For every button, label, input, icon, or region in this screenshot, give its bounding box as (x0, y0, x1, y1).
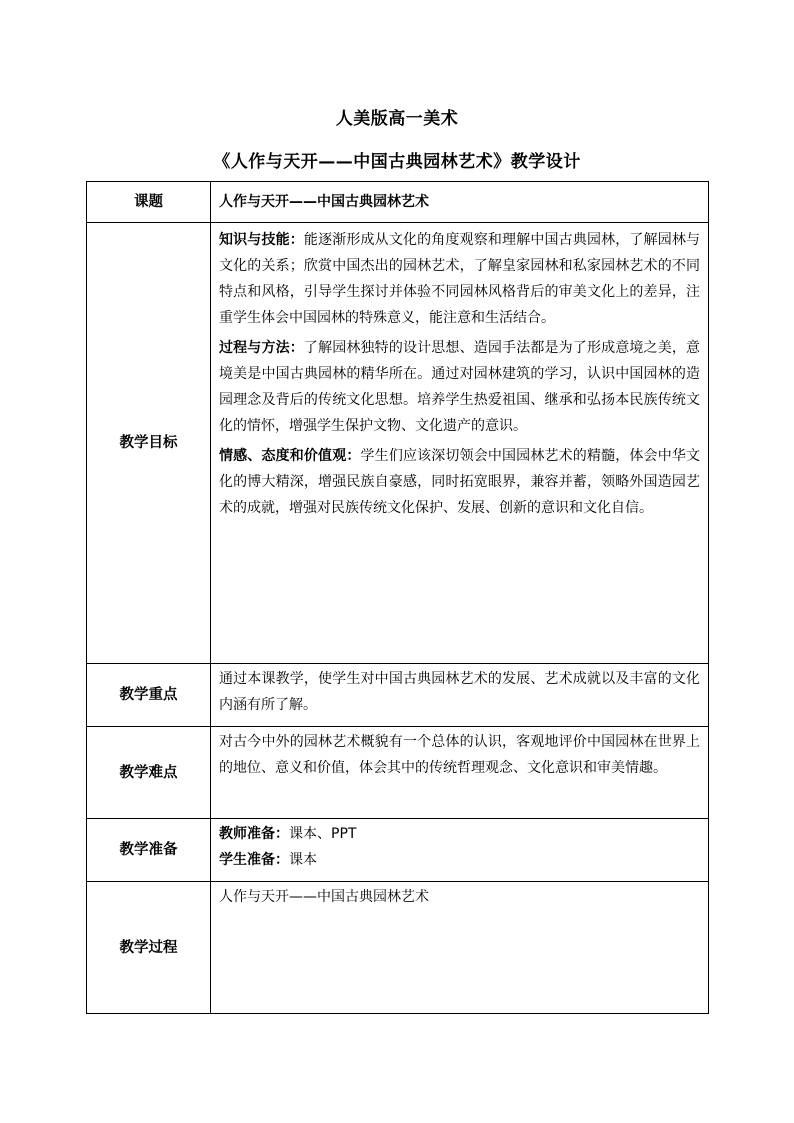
key-points-value: 通过本课教学，使学生对中国古典园林艺术的发展、艺术成就以及丰富的文化内涵有所了解。 (211, 664, 709, 727)
label-process: 教学过程 (87, 882, 211, 1014)
document-subtitle: 《人作与天开——中国古典园林艺术》教学设计 (213, 152, 581, 172)
difficulties-value: 对古今中外的园林艺术概貌有一个总体的认识，客观地评价中国园林在世界上的地位、意义和价值，体会其中的传统哲理观念、文化意识和审美情趣。 (211, 727, 709, 819)
student-preparation-heading: 学生准备： (219, 852, 289, 868)
emotion-text: 学生们应该深切领会中国园林艺术的精髓，体会中华文化的博大精深，增强民族自豪感，同时拓宽眼界，兼容并蓄，领略外国造园艺术的成就，增强对民族传统文化保护、发展、创新的意识和文化自信。 (219, 448, 700, 516)
topic-value: 人作与天开——中国古典园林艺术 (211, 182, 709, 223)
emotion-heading: 情感、态度和价值观： (219, 448, 361, 464)
table-row-topic (87, 182, 709, 223)
document-title: 人美版高一美术 (335, 109, 459, 129)
preparation-content (211, 819, 709, 882)
table-row-objectives (87, 223, 709, 664)
knowledge-heading: 知识与技能： (219, 232, 304, 248)
table-row-process (87, 882, 709, 1014)
lesson-plan-table (86, 181, 709, 1014)
teacher-preparation-heading: 教师准备： (219, 826, 289, 842)
student-preparation-text: 课本 (289, 852, 317, 868)
table-row-preparation (87, 819, 709, 882)
table-row-key-points (87, 664, 709, 727)
label-key-points: 教学重点 (87, 664, 211, 727)
table-row-difficulties (87, 727, 709, 819)
process-text: 了解园林独特的设计思想、造园手法都是为了形成意境之美，意境美是中国古典园林的精华所在。通过对园林建筑的学习，认识中国园林的造园理念及背后的传统文化思想。培养学生热爱祖国、继承和弘扬本民族传统文化的情怀，增强学生保护文物、文化遗产的意识。 (219, 340, 701, 434)
teacher-preparation (219, 821, 700, 847)
label-objectives: 教学目标 (87, 223, 211, 664)
teacher-preparation-text: 课本、PPT (289, 826, 357, 842)
objective-process (219, 335, 700, 439)
label-preparation: 教学准备 (87, 819, 211, 882)
objectives-content (211, 223, 709, 664)
objective-knowledge (219, 227, 700, 331)
knowledge-text: 能逐渐形成从文化的角度观察和理解中国古典园林，了解园林与文化的关系；欣赏中国杰出的园林艺术，了解皇家园林和私家园林艺术的不同特点和风格，引导学生探讨并体验不同园林风格背后的审美文化上的差异，注重学生体会中国园林的特殊意义，能注意和生活结合。 (219, 232, 701, 326)
objective-emotion (219, 443, 700, 521)
process-heading: 过程与方法： (219, 340, 304, 356)
label-topic: 课题 (87, 182, 211, 223)
process-value: 人作与天开——中国古典园林艺术 (211, 882, 709, 1014)
student-preparation (219, 847, 700, 873)
label-difficulties: 教学难点 (87, 727, 211, 819)
